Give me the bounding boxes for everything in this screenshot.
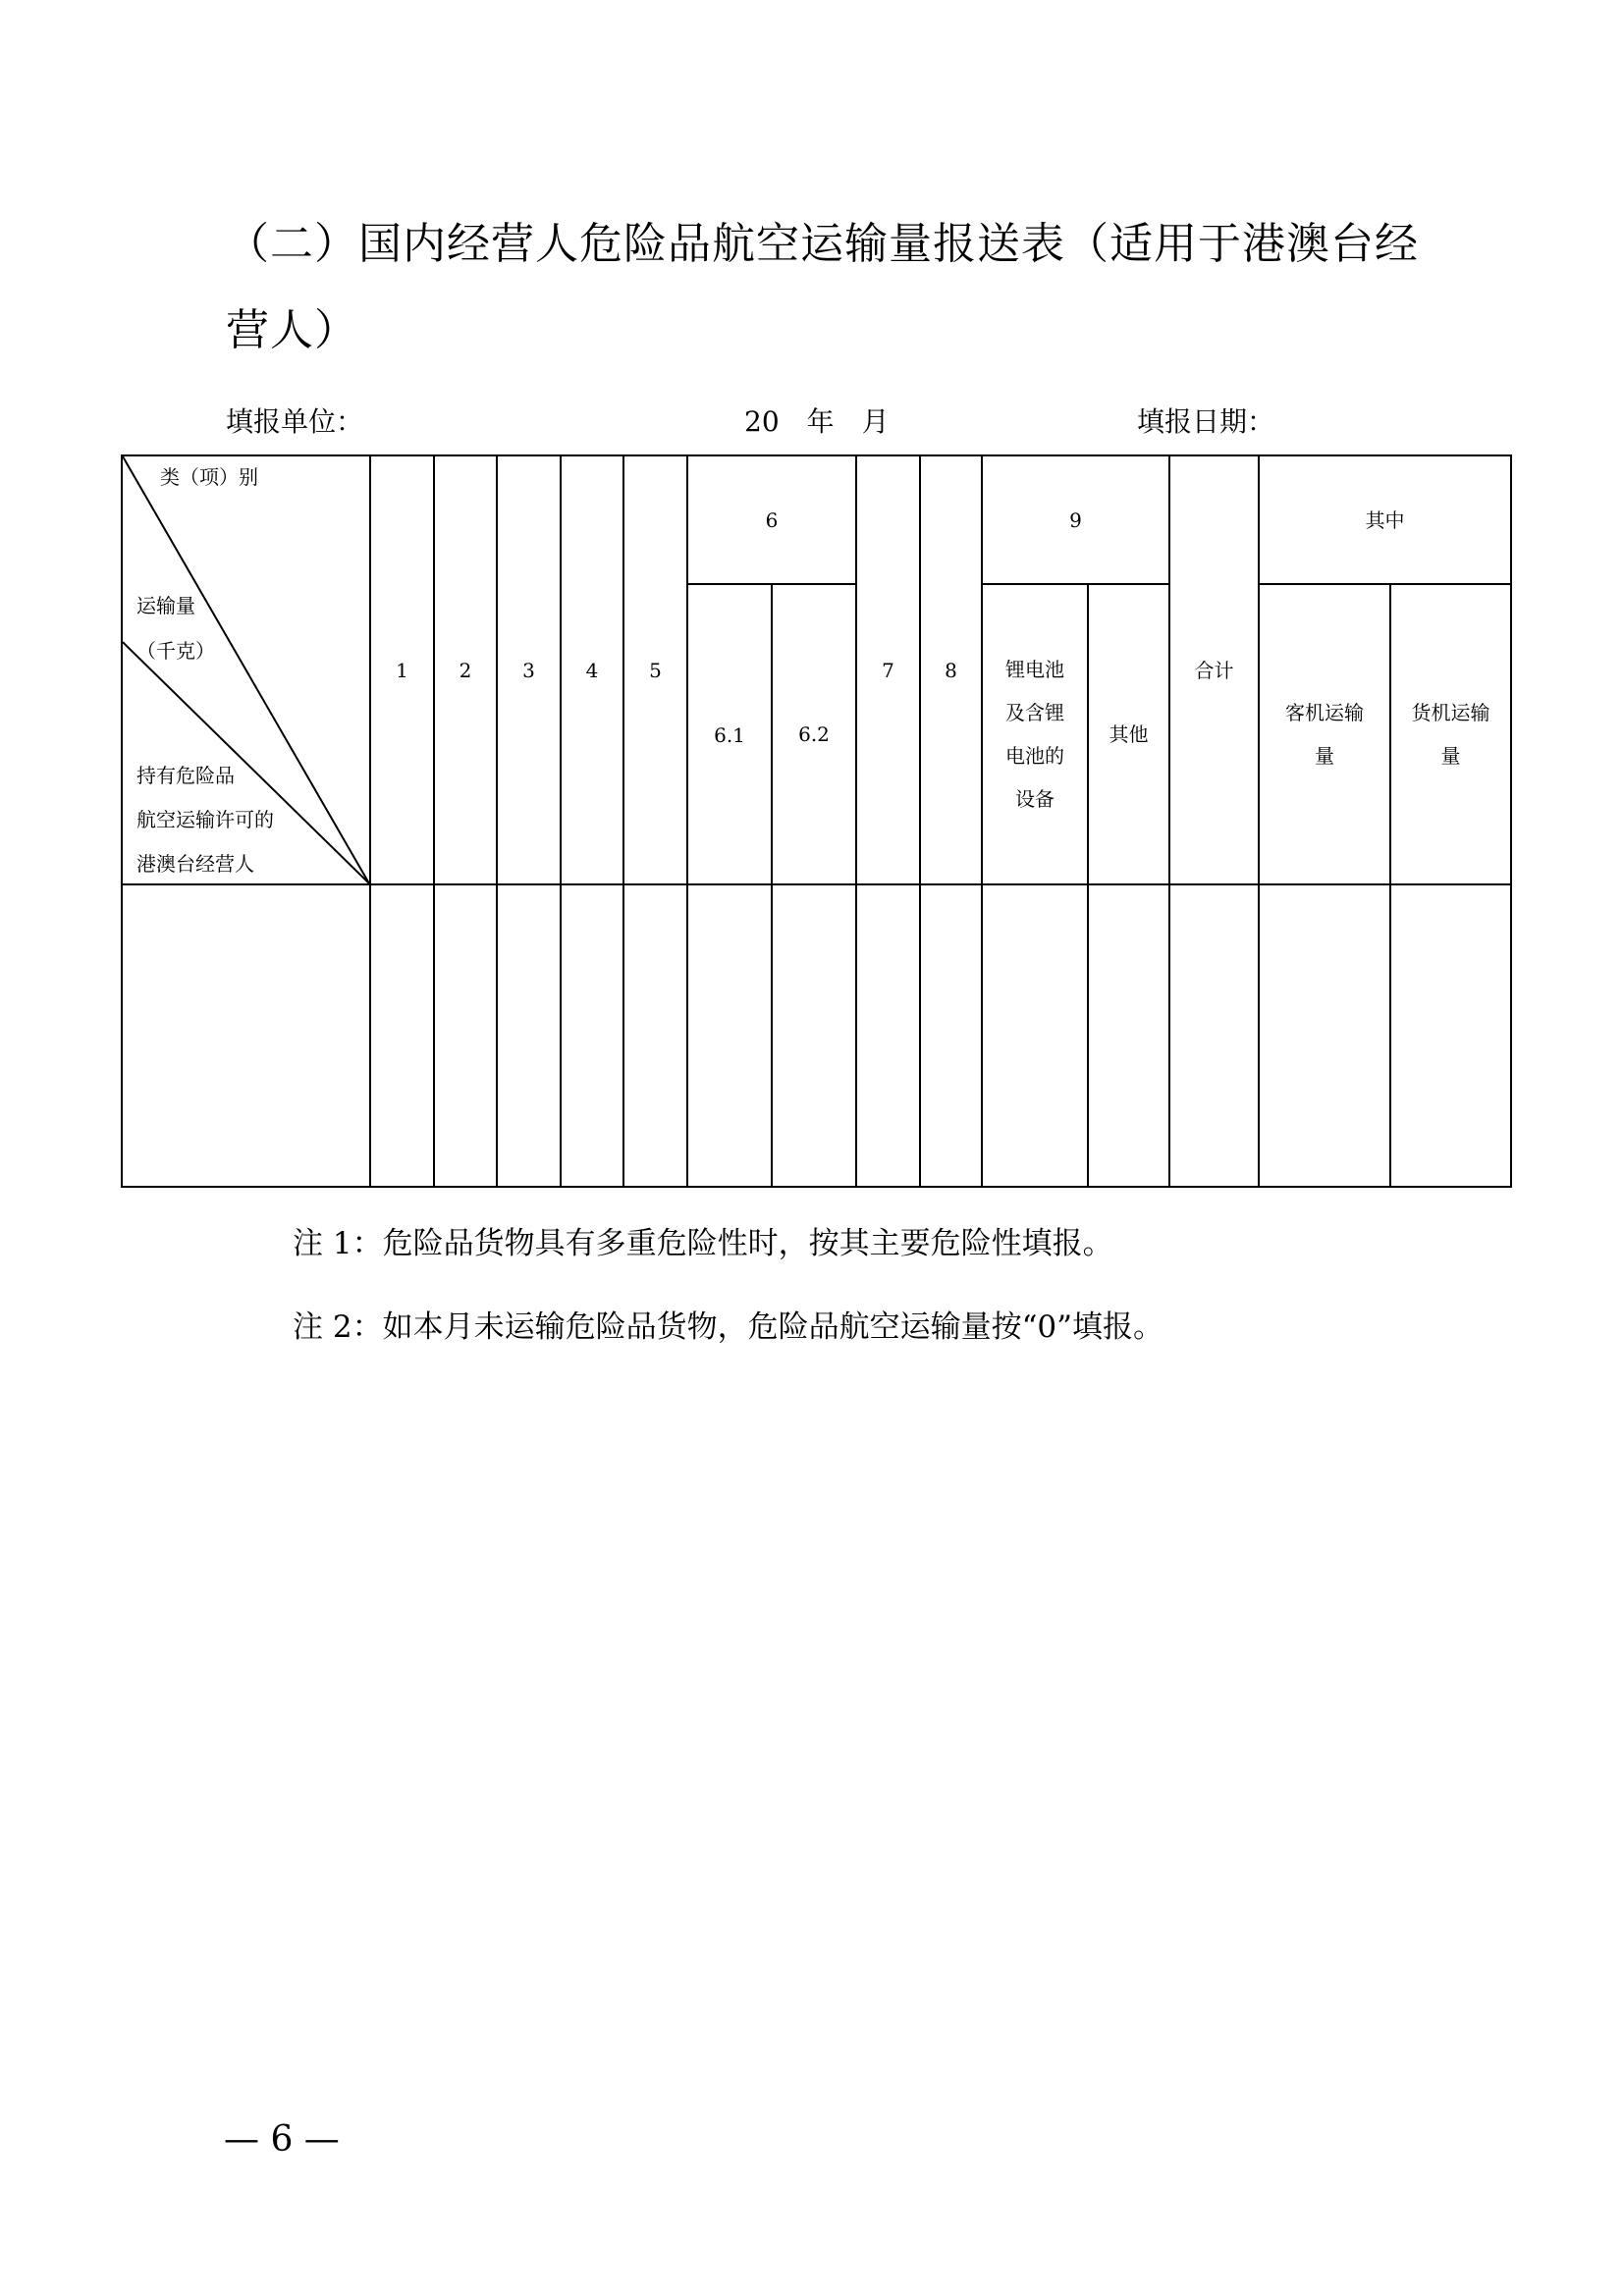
data-cell[interactable] [497, 884, 561, 1187]
col-header-4: 4 [561, 455, 623, 884]
note-1: 注 1：危险品货物具有多重危险性时，按其主要危险性填报。 [293, 1226, 1113, 1261]
diag-category-label: 类（项）别 [160, 465, 258, 489]
col-header-other: 其他 [1088, 584, 1169, 884]
col-header-5: 5 [623, 455, 687, 884]
cargo-line-1: 货机运输 [1411, 701, 1490, 724]
lithium-line-3: 电池的 [1005, 744, 1065, 768]
data-cell[interactable] [1088, 884, 1169, 1187]
diag-operator-label-2: 航空运输许可的 [136, 808, 274, 831]
col-header-3: 3 [497, 455, 561, 884]
diag-volume-label: 运输量 [136, 594, 195, 617]
col-header-6-1: 6.1 [687, 584, 772, 884]
diag-operator-label-1: 持有危险品 [136, 764, 235, 787]
data-cell[interactable] [561, 884, 623, 1187]
col-header-cargo [1390, 584, 1511, 884]
data-cell-operator[interactable] [122, 884, 370, 1187]
table-row [122, 884, 1511, 1187]
col-header-7: 7 [856, 455, 920, 884]
data-cell[interactable] [982, 884, 1088, 1187]
data-cell[interactable] [772, 884, 856, 1187]
page-title: （二）国内经营人危险品航空运输量报送表（适用于港澳台经营人） [226, 219, 1419, 355]
data-cell[interactable] [1259, 884, 1390, 1187]
data-cell[interactable] [370, 884, 434, 1187]
note-2: 注 2：如本月未运输危险品货物，危险品航空运输量按“0”填报。 [293, 1309, 1163, 1345]
reporting-unit-label: 填报单位： [226, 405, 364, 438]
data-cell[interactable] [623, 884, 687, 1187]
report-table [121, 454, 1512, 1188]
col-header-2: 2 [434, 455, 497, 884]
col-header-1: 1 [370, 455, 434, 884]
diagonal-header-cell [122, 455, 370, 884]
page-number: — 6 — [224, 2119, 340, 2160]
passenger-line-1: 客机运输 [1285, 701, 1365, 724]
cargo-line-2: 量 [1440, 744, 1461, 768]
data-cell[interactable] [1390, 884, 1511, 1187]
report-table-wrapper [121, 454, 1510, 1186]
col-header-passenger [1259, 584, 1390, 884]
col-group-6: 6 [687, 455, 856, 584]
data-cell[interactable] [1169, 884, 1259, 1187]
col-header-8: 8 [920, 455, 982, 884]
diag-operator-label-3: 港澳台经营人 [136, 852, 254, 876]
data-cell[interactable] [687, 884, 772, 1187]
passenger-line-2: 量 [1315, 744, 1335, 768]
col-header-6-2: 6.2 [772, 584, 856, 884]
col-header-total: 合计 [1169, 455, 1259, 884]
col-group-9: 9 [982, 455, 1169, 584]
col-header-lithium [982, 584, 1088, 884]
data-cell[interactable] [434, 884, 497, 1187]
reporting-period: 20 年 月 [744, 405, 890, 438]
diag-unit-label: （千克） [136, 639, 215, 663]
lithium-line-1: 锂电池 [1005, 658, 1065, 681]
lithium-line-2: 及含锂 [1005, 701, 1065, 724]
data-cell[interactable] [856, 884, 920, 1187]
col-group-of-which: 其中 [1259, 455, 1511, 584]
reporting-date-label: 填报日期： [1137, 405, 1275, 438]
data-cell[interactable] [920, 884, 982, 1187]
lithium-line-4: 设备 [1015, 787, 1055, 811]
